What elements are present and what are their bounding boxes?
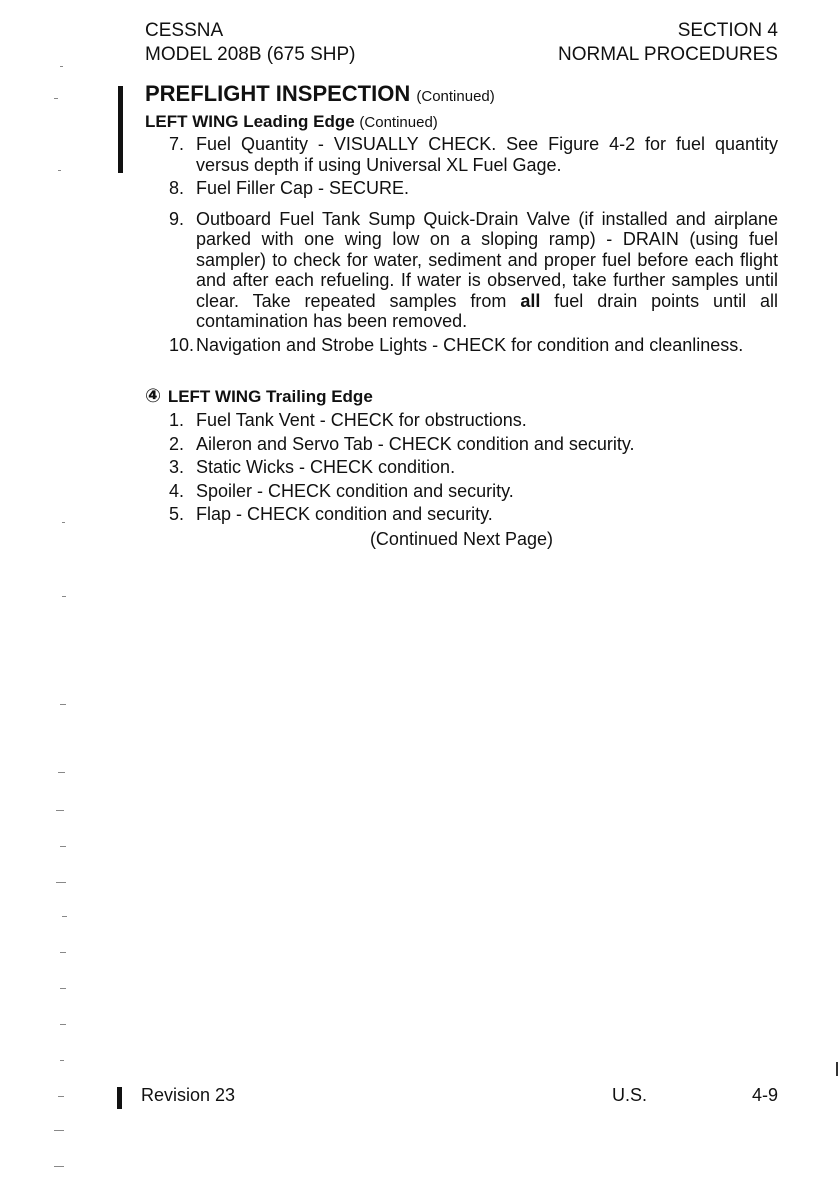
item-number: 8.: [169, 178, 185, 198]
scan-mark: [56, 882, 66, 883]
scan-mark: [60, 952, 66, 953]
scan-mark: [54, 1166, 64, 1167]
section-title: [145, 80, 778, 111]
checklist-item: [145, 335, 778, 356]
subsection-title-leading-edge: [145, 111, 778, 134]
header-section: SECTION 4: [677, 20, 778, 41]
item-text-emphasis: all: [520, 290, 541, 311]
scan-mark: [62, 916, 67, 917]
footer-revision: Revision 23: [141, 1085, 236, 1105]
item-number: 1.: [169, 410, 185, 430]
scan-mark: [62, 522, 65, 523]
item-text-continued: fuel drain points until all contamination has been removed.: [196, 290, 778, 331]
item-number: 9.: [169, 208, 185, 229]
scan-edge-mark: [836, 1062, 838, 1076]
checklist-item: [145, 134, 778, 175]
item-number: 3.: [169, 457, 185, 477]
continued-note: (Continued Next Page): [369, 528, 554, 549]
trailing-edge-checklist: [145, 410, 778, 525]
item-text: Spoiler - CHECK condition and security.: [196, 480, 514, 501]
header-section-title: NORMAL PROCEDURES: [558, 44, 778, 65]
leading-edge-checklist: [145, 134, 778, 355]
scan-mark: [60, 704, 66, 705]
item-number: 5.: [169, 504, 185, 524]
scan-mark: [60, 1024, 66, 1025]
subsection-title-suffix: (Continued): [359, 114, 438, 131]
header-left: [145, 19, 356, 67]
footer-region: U.S.: [612, 1085, 648, 1105]
item-text: Flap - CHECK condition and security.: [196, 504, 493, 524]
scan-mark: [56, 810, 64, 811]
header-model: MODEL 208B (675 SHP): [145, 44, 356, 65]
subsection-title-trailing-edge: [145, 386, 778, 408]
item-number: 2.: [169, 433, 185, 454]
scan-mark: [54, 98, 58, 99]
scan-mark: [60, 1060, 64, 1061]
scan-mark: [60, 988, 66, 989]
subsection-title-text: LEFT WING Trailing Edge: [167, 387, 373, 406]
scan-mark: [62, 596, 66, 597]
page-content: [145, 80, 778, 550]
item-text: Aileron and Servo Tab - CHECK condition and security.: [196, 433, 635, 454]
revision-change-bar: [118, 86, 123, 173]
item-number: 10.: [169, 334, 195, 355]
item-number: 4.: [169, 480, 185, 501]
scan-mark: [54, 1130, 64, 1131]
header-manufacturer: CESSNA: [145, 20, 224, 41]
footer-page-number: 4-9: [751, 1085, 778, 1105]
item-text: Fuel Filler Cap - SECURE.: [196, 178, 410, 198]
item-text: Fuel Tank Vent - CHECK for obstructions.: [196, 410, 527, 430]
checklist-item: [145, 178, 778, 199]
item-number: 7.: [169, 134, 185, 154]
checklist-item: [145, 410, 778, 431]
checklist-item: [145, 434, 778, 455]
scan-mark: [60, 846, 66, 847]
scan-mark: [60, 66, 63, 67]
checklist-item: [145, 481, 778, 502]
header-right: [558, 19, 778, 67]
item-text: Static Wicks - CHECK condition.: [196, 457, 456, 477]
subsection-title-text: LEFT WING Leading Edge: [145, 112, 355, 131]
scan-margin-marks: [40, 0, 70, 1187]
scan-mark: [58, 772, 65, 773]
checklist-item: [145, 209, 778, 332]
item-text: Navigation and Strobe Lights - CHECK for condition and cleanliness.: [196, 334, 744, 355]
scan-mark: [58, 170, 61, 171]
section-title-text: PREFLIGHT INSPECTION: [145, 81, 411, 106]
scan-mark: [58, 1096, 64, 1097]
inspection-point-marker: ④: [145, 386, 162, 407]
section-title-suffix: (Continued): [416, 88, 495, 105]
item-text: Outboard Fuel Tank Sump Quick-Drain Valve (if installed and airplane parked with one wing low on a sloping ramp) - DRAIN (using fuel sampler) to check for water, sediment and proper fuel before each flight and after each refueling. If water is observed, take further samples until clear. Take repeated samples from: [196, 208, 778, 311]
item-text: Fuel Quantity - VISUALLY CHECK. See Figure 4-2 for fuel quantity versus depth if using Universal XL Fuel Gage.: [196, 134, 778, 175]
checklist-item: [145, 457, 778, 478]
checklist-item: [145, 504, 778, 525]
footer-change-bar: [117, 1087, 122, 1109]
